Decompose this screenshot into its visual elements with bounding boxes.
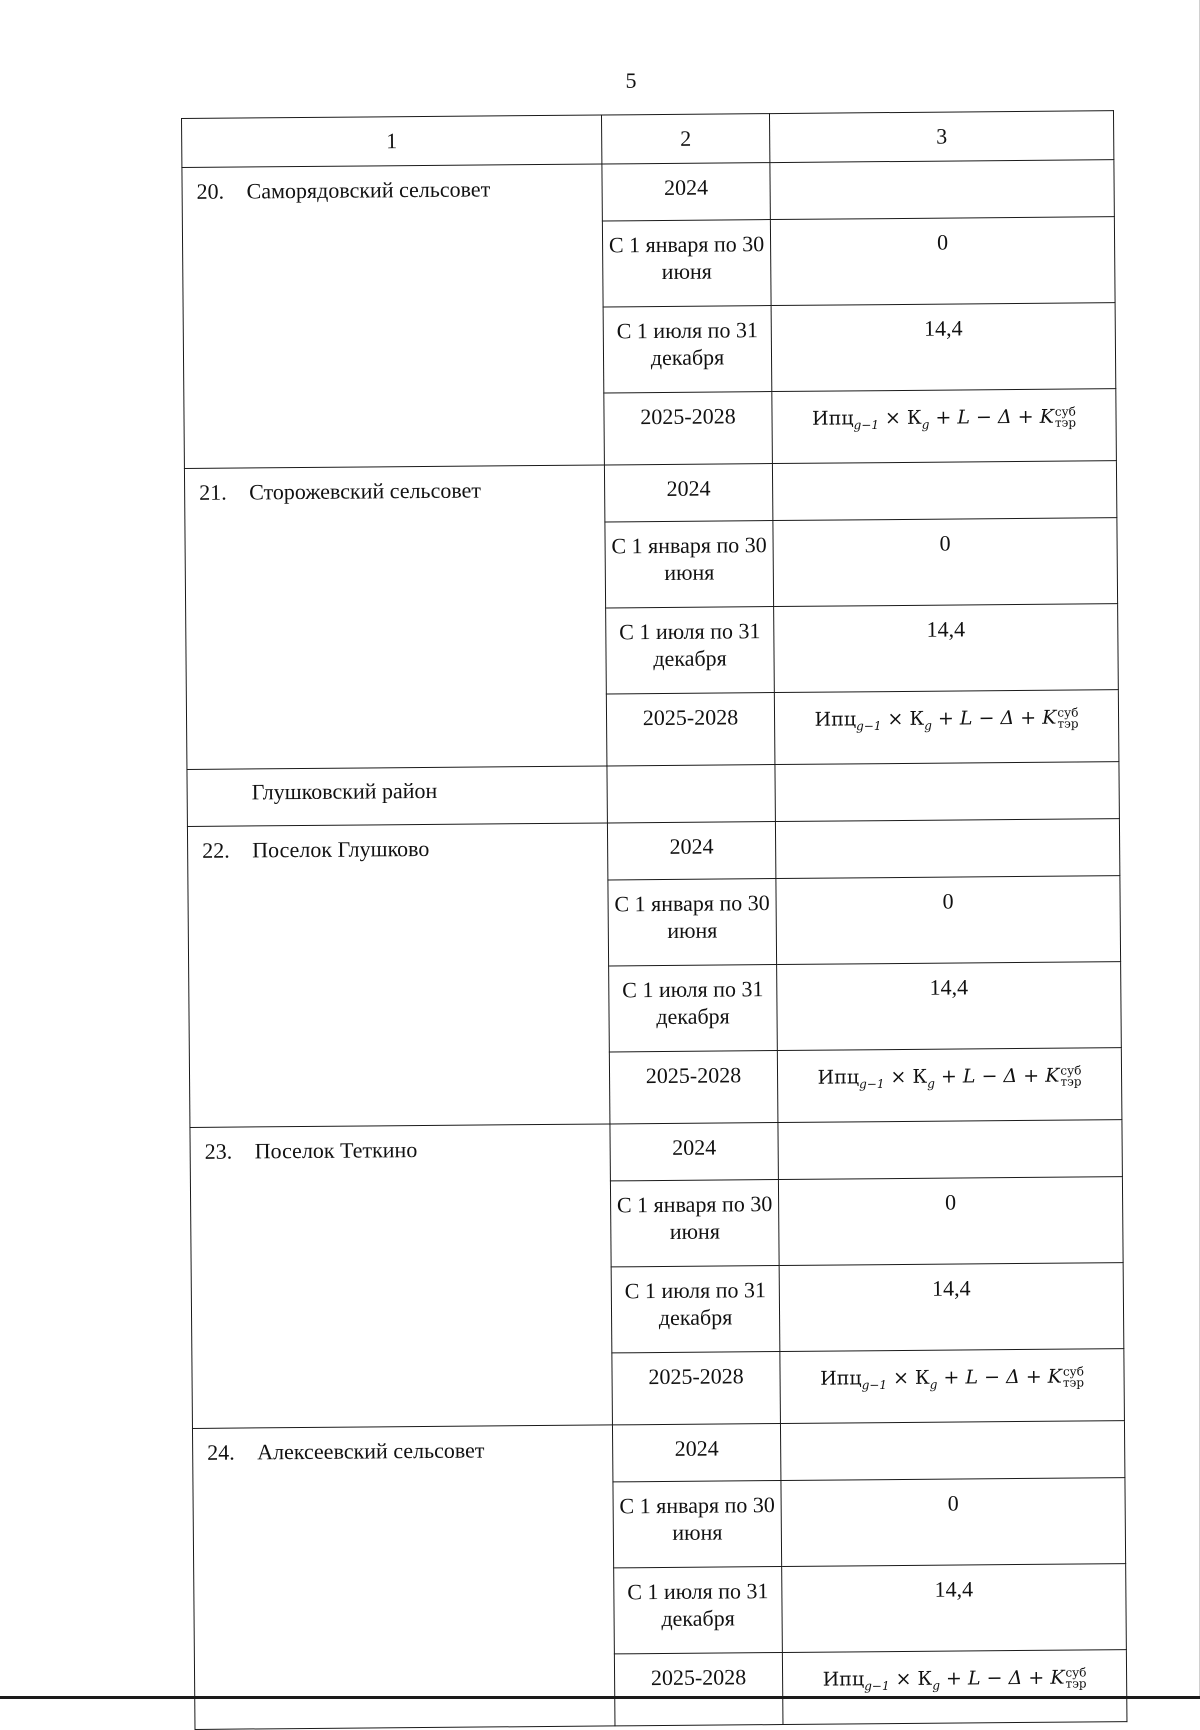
- period-cell: 2024: [607, 822, 775, 880]
- tariff-table: [181, 110, 1127, 1730]
- value-cell: 0: [778, 1177, 1123, 1266]
- row-number: 23.: [204, 1138, 233, 1164]
- value-cell: [778, 1120, 1122, 1180]
- period-cell: С 1 января по 30 июня: [610, 1180, 779, 1267]
- period-cell: С 1 июля по 31 декабря: [614, 1567, 783, 1654]
- period-cell: 2024: [602, 163, 770, 221]
- period-cell: 2025-2028: [614, 1653, 783, 1726]
- table-header-row: [182, 111, 1114, 168]
- value-cell: 0: [773, 518, 1118, 607]
- header-col-1: 1: [182, 115, 602, 168]
- period-cell: С 1 июля по 31 декабря: [606, 607, 775, 694]
- row-number: 24.: [207, 1439, 235, 1465]
- district-name: Глушковский район: [187, 766, 607, 827]
- period-cell: 2024: [612, 1424, 780, 1482]
- page-number: 5: [625, 68, 637, 93]
- formula-cell: $Ипц_{g-1} \times К_g + L - \Delta + K$ суб тэр: [774, 690, 1119, 765]
- settlement-name: Поселок Теткино: [254, 1137, 418, 1164]
- period-cell: С 1 января по 30 июня: [613, 1481, 782, 1568]
- value-cell: 14,4: [774, 604, 1119, 693]
- settlement-cell: [187, 823, 610, 1128]
- settlement-cell: [192, 1425, 615, 1730]
- table-row: [192, 1421, 1124, 1486]
- value-cell: [780, 1421, 1124, 1481]
- formula-cell: $Ипц_{g-1} \times К_g + L - \Delta + K$ суб тэр: [772, 389, 1117, 464]
- value-cell: 0: [770, 217, 1115, 306]
- value-cell: 14,4: [782, 1564, 1127, 1653]
- value-cell: 14,4: [771, 303, 1116, 392]
- period-cell: С 1 июля по 31 декабря: [611, 1266, 780, 1353]
- period-cell: 2025-2028: [609, 1051, 778, 1124]
- value-cell: [772, 461, 1116, 521]
- period-cell: С 1 июля по 31 декабря: [609, 965, 778, 1052]
- table-row: [184, 461, 1116, 526]
- header-col-2: 2: [601, 114, 769, 164]
- period-cell: С 1 января по 30 июня: [605, 521, 774, 608]
- settlement-name: Алексеевский сельсовет: [257, 1437, 485, 1465]
- settlement-name: Сторожевский сельсовет: [249, 477, 482, 505]
- period-cell: С 1 января по 30 июня: [602, 220, 771, 307]
- value-cell: 14,4: [777, 962, 1122, 1051]
- row-number: 22.: [202, 837, 230, 863]
- period-cell: 2025-2028: [612, 1352, 781, 1425]
- period-cell: С 1 июля по 31 декабря: [603, 306, 772, 393]
- value-cell: 0: [781, 1478, 1126, 1567]
- header-col-3: 3: [769, 111, 1113, 163]
- table-row: [182, 160, 1114, 225]
- value-cell: 0: [776, 876, 1121, 965]
- district-row: [187, 762, 1119, 827]
- table-row: [190, 1120, 1122, 1185]
- formula-cell: $Ипц_{g-1} \times К_g + L - \Delta + K$ суб тэр: [780, 1349, 1125, 1424]
- value-cell: [770, 160, 1114, 220]
- period-cell: 2024: [604, 464, 772, 522]
- empty-cell: [607, 765, 775, 823]
- period-cell: С 1 января по 30 июня: [608, 879, 777, 966]
- period-cell: 2025-2028: [606, 693, 775, 766]
- period-cell: 2025-2028: [604, 392, 773, 465]
- formula-cell: $Ипц_{g-1} \times К_g + L - \Delta + K$ суб тэр: [777, 1048, 1122, 1123]
- empty-cell: [775, 762, 1119, 822]
- settlement-cell: [190, 1124, 613, 1429]
- row-number: 20.: [196, 178, 225, 204]
- formula-cell: $Ипц_{g-1} \times К_g + L - \Delta + K$ суб тэр: [782, 1650, 1127, 1725]
- period-cell: 2024: [610, 1123, 778, 1181]
- value-cell: [775, 819, 1119, 879]
- table-row: [187, 819, 1119, 884]
- settlement-name: Поселок Глушково: [252, 835, 430, 863]
- row-number: 21.: [199, 479, 227, 505]
- settlement-name: Саморядовский сельсовет: [246, 176, 491, 204]
- settlement-cell: [182, 164, 605, 469]
- value-cell: 14,4: [779, 1263, 1124, 1352]
- settlement-cell: [184, 465, 607, 770]
